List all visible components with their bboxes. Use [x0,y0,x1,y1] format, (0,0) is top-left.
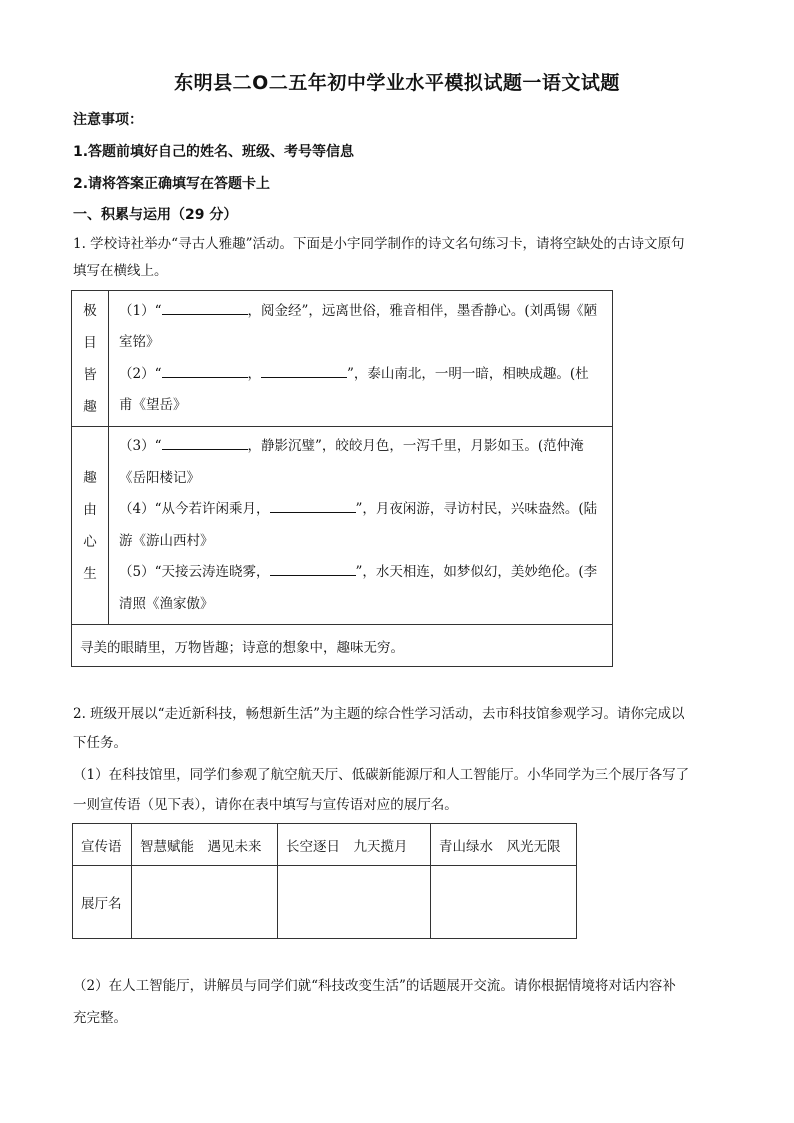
group-2-items: （3）“ ，静影沉璧”，皎皎月色，一泻千里，月影如玉。(范仲淹 《岳阳楼记》 （4）“从今若许闲乘月， ”，月夜闲游，寻访村民，兴味盎然。(陆 游《游山西村》 （5）“天接云涛连晓雾， ”，水天相连，如梦似幻，美妙绝伦。(李 清照《渔家傲》 [109,427,613,625]
card-footer: 寻美的眼睛里，万物皆趣；诗意的想象中，趣味无穷。 [72,625,613,667]
section-1-heading: 一、积累与运用（29 分） [73,207,238,223]
q1-practice-card [71,290,613,667]
notes-heading: 注意事项： [73,112,143,128]
q2-sub2-line-1: （2）在人工智能厅，讲解员与同学们就“科技改变生活”的话题展开交流。请你根据情境将对话内容补 [73,978,676,994]
slogan-cell: 青山绿水 风光无限 [431,824,577,866]
hall-answer-cell[interactable] [431,866,577,939]
hall-answer-cell[interactable] [132,866,278,939]
notes-item-1: 1.答题前填好自己的姓名、班级、考号等信息 [73,144,355,160]
table-head-slogan: 宣传语 [73,824,132,866]
answer-blank[interactable] [162,300,248,315]
hall-answer-cell[interactable] [278,866,431,939]
q1-prompt-line-1: 1. 学校诗社举办“寻古人雅趣”活动。下面是小宇同学制作的诗文名句练习卡，请将空缺处的古诗文原句 [73,236,685,252]
notes-item-2: 2.请将答案正确填写在答题卡上 [73,176,271,192]
q2-sub2-line-2: 充完整。 [73,1010,127,1026]
q2-prompt-line-2: 下任务。 [73,735,127,751]
answer-blank[interactable] [162,363,248,378]
q2-sub1-line-2: 一则宣传语（见下表），请你在表中填写与宣传语对应的展厅名。 [73,797,458,813]
slogan-cell: 长空逐日 九天揽月 [278,824,431,866]
answer-blank[interactable] [270,498,356,513]
group-2-label: 趣 由 心 生 [72,427,109,625]
slogan-cell: 智慧赋能 遇见未来 [132,824,278,866]
answer-blank[interactable] [261,363,347,378]
hall-name-table [72,823,577,939]
q2-sub1-line-1: （1）在科技馆里，同学们参观了航空航天厅、低碳新能源厅和人工智能厅。小华同学为三个展厅各写了 [73,767,690,783]
q2-prompt-line-1: 2. 班级开展以“走近新科技，畅想新生活”为主题的综合性学习活动，去市科技馆参观学习。请你完成以 [73,706,685,722]
group-1-items: （1）“ ，阅金经”，远离世俗，雅音相伴，墨香静心。(刘禹锡《陋 室铭》 （2）“ ， ”，泰山南北，一明一暗，相映成趣。(杜 甫《望岳》 [109,291,613,427]
group-1-label: 极 目 皆 趣 [72,291,109,427]
q1-prompt-line-2: 填写在横线上。 [73,263,168,279]
table-head-hall: 展厅名 [73,866,132,939]
answer-blank[interactable] [162,435,248,450]
page-title: 东明县二O二五年初中学业水平模拟试题一语文试题 [174,72,620,94]
answer-blank[interactable] [270,561,356,576]
